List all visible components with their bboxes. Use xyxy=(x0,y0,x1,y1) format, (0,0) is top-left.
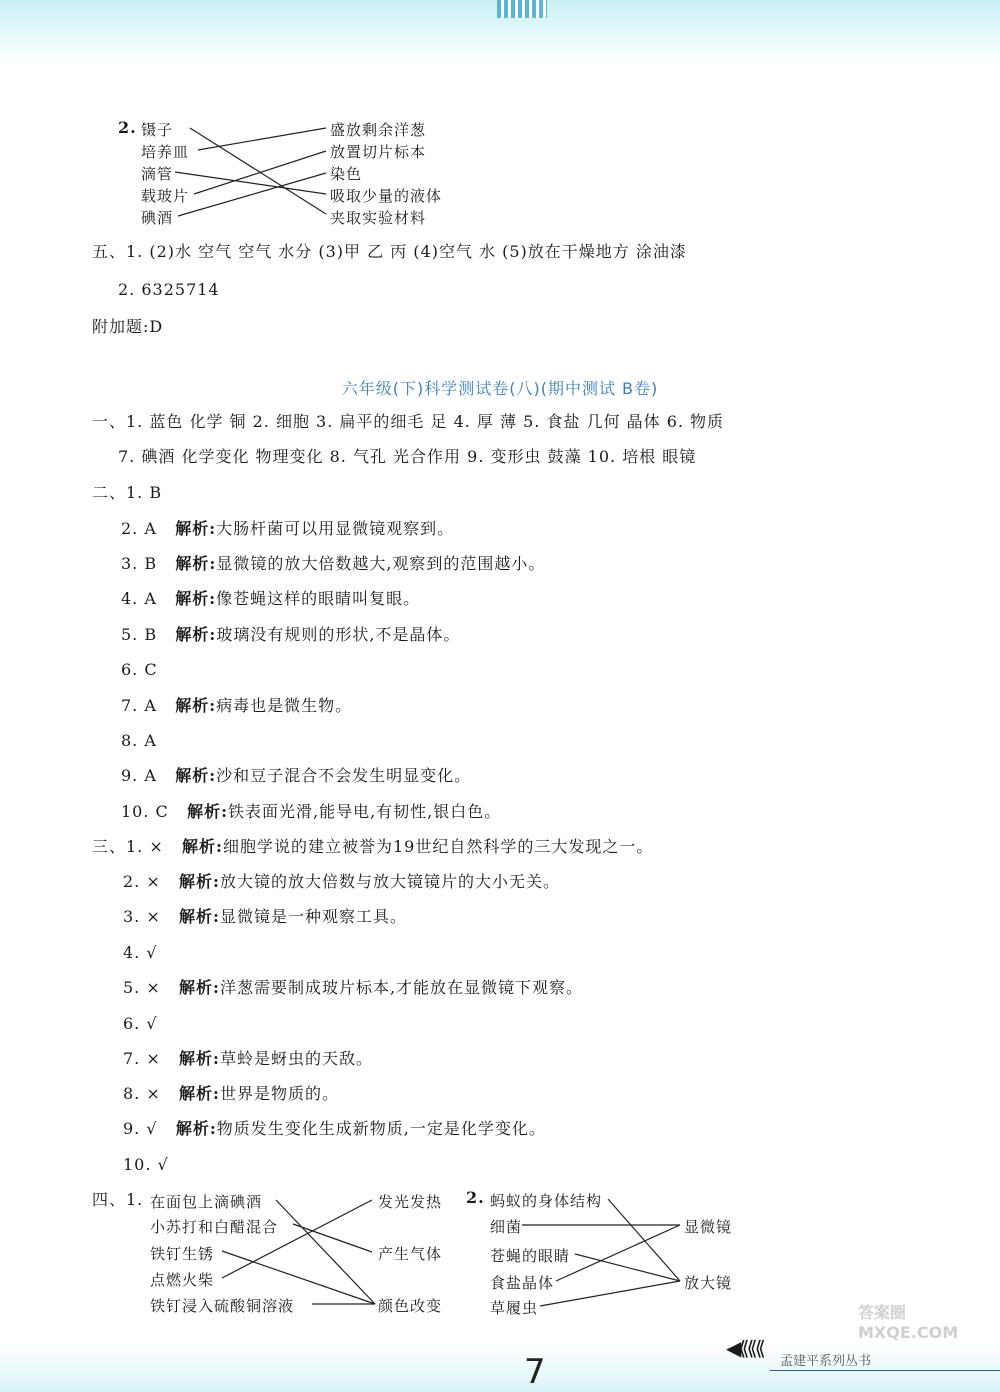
yi-line: 7. 碘酒 化学变化 物理变化 8. 气孔 光合作用 9. 变形虫 鼓藻 10. 培根 眼镜 xyxy=(118,447,697,466)
top-right-item: 染色 xyxy=(330,165,363,183)
si-q1-left-item: 在面包上滴碘酒 xyxy=(150,1193,263,1211)
si-q2-left-item: 草履虫 xyxy=(490,1299,539,1317)
top-right-item: 夹取实验材料 xyxy=(330,209,427,227)
si-q1-right-item: 发光发热 xyxy=(378,1193,443,1211)
si-q2-left-item: 蚂蚁的身体结构 xyxy=(490,1192,603,1210)
top-right-item: 放置切片标本 xyxy=(330,143,427,161)
match-line xyxy=(575,1254,680,1281)
san-row: 9. √ 解析:物质发生变化生成新物质,一定是化学变化。 xyxy=(123,1119,546,1138)
san-row: 7. × 解析:草蛉是蚜虫的天敌。 xyxy=(123,1049,373,1068)
top-left-item: 碘酒 xyxy=(141,209,174,227)
san-row: 三、1. × 解析:细胞学说的建立被誉为19世纪自然科学的三大发现之一。 xyxy=(92,837,654,856)
match-line xyxy=(198,128,326,150)
top-left-item: 滴管 xyxy=(141,165,174,183)
san-row: 10. √ xyxy=(123,1155,169,1174)
wu-line: 五、1. (2)水 空气 空气 水分 (3)甲 乙 丙 (4)空气 水 (5)放在干燥地方 涂油漆 xyxy=(92,242,687,261)
er-row: 10. C 解析:铁表面光滑,能导电,有韧性,银白色。 xyxy=(121,802,502,821)
san-row: 2. × 解析:放大镜的放大倍数与放大镜镜片的大小无关。 xyxy=(123,872,560,891)
top-q2-label: 2. xyxy=(118,118,137,137)
si-q2-left-item: 细菌 xyxy=(490,1218,523,1236)
match-line xyxy=(293,1224,372,1252)
match-line xyxy=(608,1199,680,1281)
er-row: 二、1. B xyxy=(92,483,163,502)
si-q1-left-item: 铁钉浸入硫酸铜溶液 xyxy=(150,1297,295,1315)
san-row: 8. × 解析:世界是物质的。 xyxy=(123,1084,339,1103)
page-number: 7 xyxy=(524,1352,546,1392)
er-row: 8. A xyxy=(121,731,157,750)
san-row: 3. × 解析:显微镜是一种观察工具。 xyxy=(123,907,407,926)
match-line xyxy=(194,151,326,194)
si-q2-right-item: 放大镜 xyxy=(684,1274,733,1292)
si-q2-label: 2. xyxy=(466,1188,485,1207)
san-row: 4. √ xyxy=(123,943,158,962)
match-line xyxy=(178,173,326,216)
watermark: 答案圈 MXQE.COM xyxy=(858,1303,959,1342)
si-q1-right-item: 颜色改变 xyxy=(378,1297,443,1315)
er-row: 2. A 解析:大肠杆菌可以用显微镜观察到。 xyxy=(121,519,455,538)
er-row: 6. C xyxy=(121,660,158,679)
si-q1-label: 四、1. xyxy=(92,1190,144,1209)
footer-series-text: 孟建平系列丛书 xyxy=(780,1354,872,1369)
san-row: 6. √ xyxy=(123,1014,158,1033)
si-q2-left-item: 食盐晶体 xyxy=(490,1274,555,1292)
section-title: 六年级(下)科学测试卷(八)(期中测试 B卷) xyxy=(341,379,659,398)
si-q1-left-item: 铁钉生锈 xyxy=(150,1245,215,1263)
si-q2-right-item: 显微镜 xyxy=(684,1218,733,1236)
top-left-item: 培养皿 xyxy=(141,143,190,161)
top-left-item: 镊子 xyxy=(141,121,174,139)
er-row: 9. A 解析:沙和豆子混合不会发生明显变化。 xyxy=(121,766,472,785)
si-q1-left-item: 小苏打和白醋混合 xyxy=(150,1218,279,1236)
match-line xyxy=(540,1281,680,1306)
footer-rule xyxy=(770,1370,1000,1371)
er-row: 5. B 解析:玻璃没有规则的形状,不是晶体。 xyxy=(121,625,461,644)
top-right-item: 盛放剩余洋葱 xyxy=(330,121,427,139)
fujia-line: 附加题:D xyxy=(92,317,164,336)
er-row: 3. B 解析:显微镜的放大倍数越大,观察到的范围越小。 xyxy=(121,554,546,573)
top-right-item: 吸取少量的液体 xyxy=(330,187,443,205)
match-line xyxy=(556,1225,680,1281)
si-q1-right-item: 产生气体 xyxy=(378,1245,443,1263)
san-row: 5. × 解析:洋葱需要制成玻片标本,才能放在显微镜下观察。 xyxy=(123,978,584,997)
match-line xyxy=(276,1200,375,1304)
arrow-left-icon: ◀⟪⟪⟪ xyxy=(726,1336,763,1360)
top-left-item: 载玻片 xyxy=(141,187,190,205)
er-row: 4. A 解析:像苍蝇这样的眼睛叫复眼。 xyxy=(121,589,421,608)
match-line xyxy=(190,128,326,214)
si-q2-left-item: 苍蝇的眼睛 xyxy=(490,1247,571,1265)
er-row: 7. A 解析:病毒也是微生物。 xyxy=(121,696,353,715)
wu-line: 2. 6325714 xyxy=(118,280,220,299)
si-q1-left-item: 点燃火柴 xyxy=(150,1271,215,1289)
yi-line: 一、1. 蓝色 化学 铜 2. 细胞 3. 扁平的细毛 足 4. 厚 薄 5. 食盐 几何 晶体 6. 物质 xyxy=(92,412,725,431)
